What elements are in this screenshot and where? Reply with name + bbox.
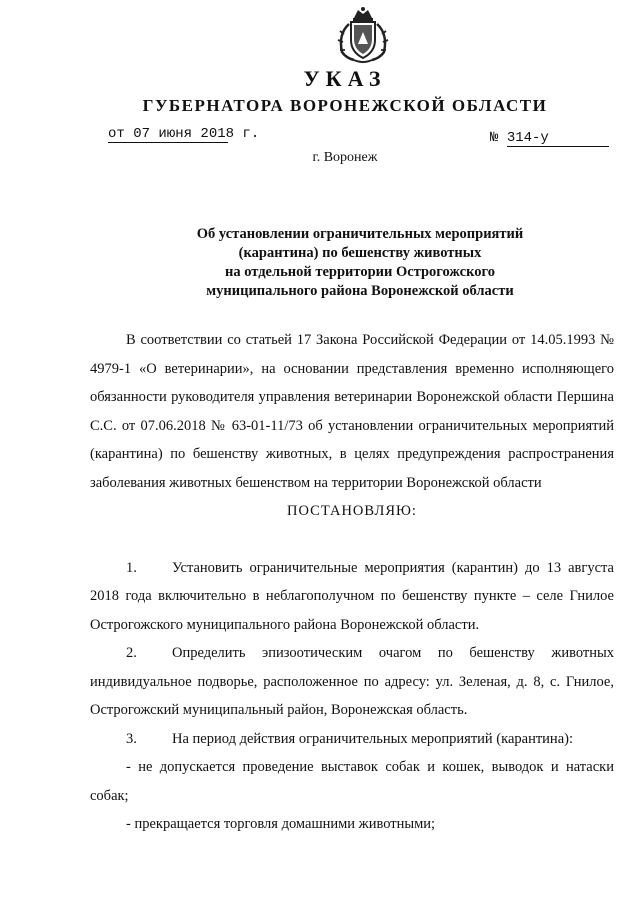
- item-number: 2.: [126, 645, 137, 661]
- document-subtitle: ГУБЕРНАТОРА ВОРОНЕЖСКОЙ ОБЛАСТИ: [142, 96, 548, 115]
- item-number: 3.: [126, 730, 137, 747]
- heading-line: на отдельной территории Острогожского: [224, 264, 495, 280]
- document-heading: [160, 225, 560, 301]
- number-prefix: №: [490, 130, 499, 146]
- number-line: [490, 130, 609, 147]
- item-number: 1.: [126, 559, 137, 576]
- list-item: [90, 725, 614, 754]
- heading-line: муниципального района Воронежской области: [206, 283, 514, 299]
- item-text: Установить ограничительные мероприятия (карантин) до 13 августа 2018 года включительно в неблагополучном по бешенству пункте – селе Гнилое Острогожского муниципального района Воронежской области.: [90, 559, 614, 633]
- decree-word: ПОСТАНОВЛЯЮ:: [287, 503, 417, 519]
- heading-line: Об установлении ограничительных мероприятий: [196, 226, 524, 242]
- sub-list-item: - не допускается проведение выставок собак и кошек, выводок и натаски собак;: [90, 759, 614, 804]
- document-number: 314-у: [507, 130, 609, 147]
- preamble-paragraph: В соответствии со статьей 17 Закона Российской Федерации от 14.05.1993 № 4979-1 «О ветеринарии», на основании представления временно исполняющего обязанности руководителя управления ветеринарии Воронежской области Першина С.С. от 07.06.2018 № 63-01-11/73 об установлении ограничительных мероприятий (карантина) по бешенству животных, в целях предупреждения распространения заболевания животных бешенством на территории Воронежской области: [90, 332, 614, 491]
- item-text: На период действия ограничительных мероприятий (карантина):: [172, 730, 573, 747]
- document-body: [90, 326, 614, 839]
- item-text: Определить эпизоотическим очагом по бешенству животных индивидуальное подворье, расположенное по адресу: ул. Зеленая, д. 8, с. Гнилое, Острогожский муниципальный район, Воронежская область.: [90, 645, 614, 718]
- list-item: [90, 639, 614, 725]
- coat-of-arms-icon: [332, 4, 394, 66]
- document-date: 07 июня 2018 г.: [133, 126, 260, 142]
- document-city: г. Воронеж: [312, 150, 378, 165]
- document-title: УКАЗ: [303, 66, 387, 91]
- sub-list-item: - прекращается торговля домашними животными;: [126, 816, 436, 832]
- date-prefix: от: [108, 126, 125, 142]
- heading-line: (карантина) по бешенству животных: [238, 245, 482, 261]
- date-line: [108, 126, 260, 143]
- list-item: [90, 554, 614, 640]
